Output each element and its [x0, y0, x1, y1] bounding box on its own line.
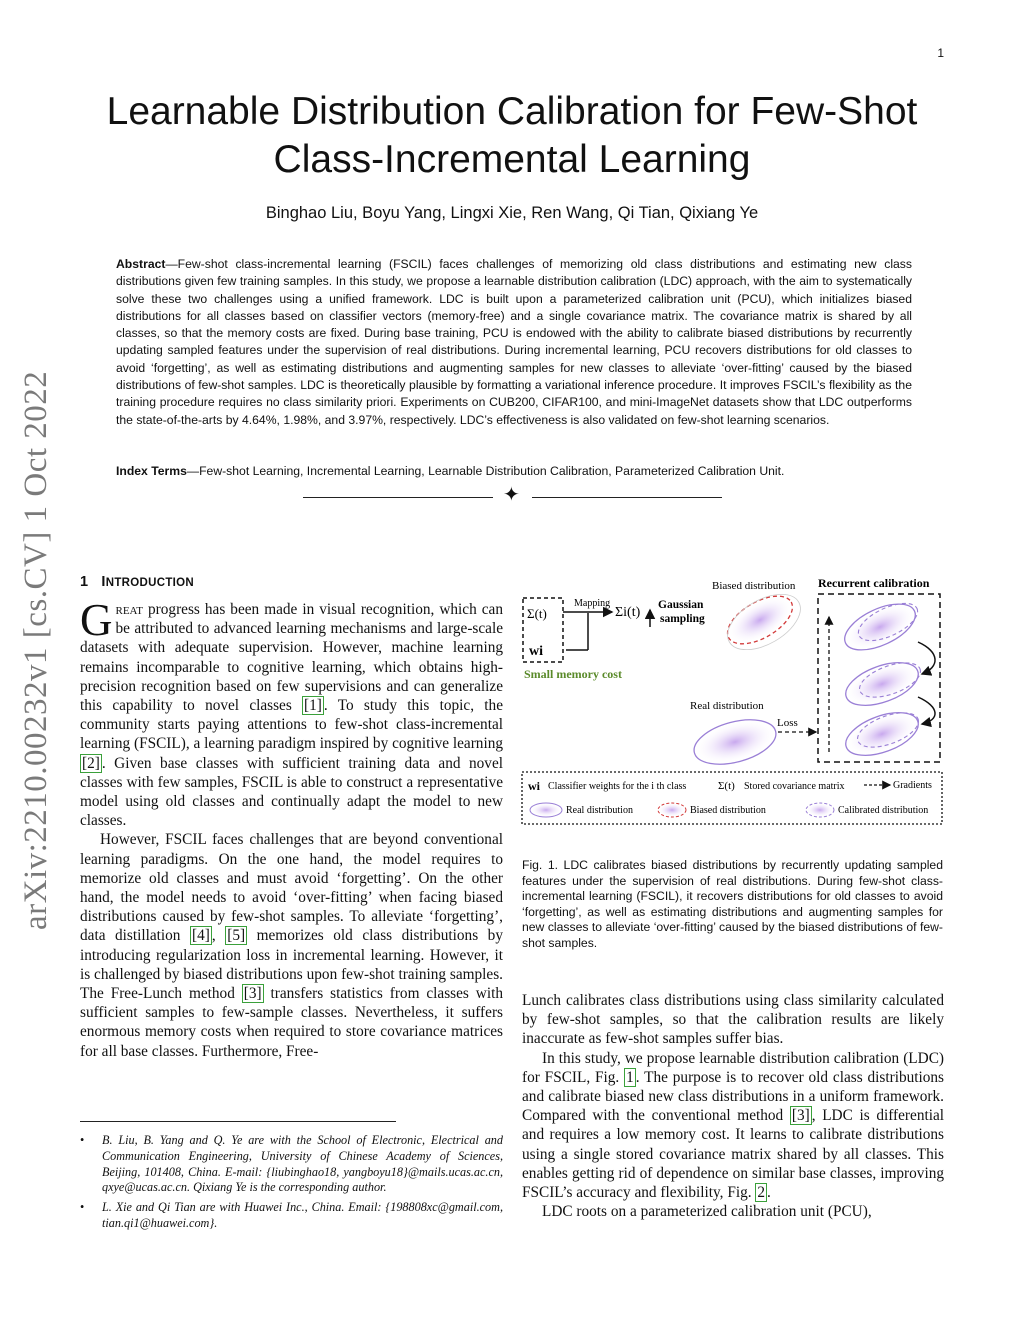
footnote — [80, 1200, 503, 1232]
text-run: . — [767, 1184, 771, 1202]
abstract-label: Abstract — [116, 257, 166, 271]
citation-link[interactable]: [3] — [791, 1107, 810, 1125]
legend-stored-cov-label: Stored covariance matrix — [744, 781, 845, 792]
w-i-symbol: wi — [529, 644, 543, 659]
index-terms-label: Index Terms — [116, 464, 187, 478]
section-heading — [80, 574, 503, 590]
figure-link[interactable]: 2 — [757, 1184, 766, 1202]
intro-paragraph-3: Lunch calibrates class distributions using class similarity calculated by few-shot samples, so that the calibration results are likely inaccurate as few-shot samples suffer bias. — [522, 992, 944, 1048]
separator-rule-right — [532, 497, 722, 498]
footnotes — [80, 1133, 503, 1236]
legend-gradients-label: Gradients — [893, 780, 932, 791]
author-list: Binghao Liu, Boyu Yang, Lingxi Xie, Ren Wang, Qi Tian, Qixiang Ye — [265, 204, 759, 222]
page-number: 1 — [937, 46, 944, 60]
text-run: transfers statistics from classes with sufficient samples to few-sample classes. Nevertheless, it suffers enormous memory costs when required to store covariance matrices for all base classes. Furthermore, Free- — [80, 985, 503, 1060]
intro-paragraph-4 — [522, 1049, 944, 1203]
citation-link[interactable]: [1] — [304, 697, 322, 715]
text-run: , — [211, 927, 226, 945]
separator-mark: ✦ — [503, 484, 520, 506]
biased-distribution-label: Biased distribution — [712, 580, 796, 592]
mapping-label: Mapping — [574, 598, 611, 609]
sigma-i-t-symbol: Σi(t) — [615, 605, 641, 620]
recurrent-calibration-label: Recurrent calibration — [818, 576, 930, 590]
gaussian-label: Gaussian — [658, 599, 704, 611]
figure-1-diagram — [520, 572, 944, 827]
text-run: , LDC is differential and requires a low memory cost. It learns to calibrate distributions using a single stored covariance matrix shared by all classes. This enables getting rid of dependence on similar base classes, improving FSCIL’s accuracy and flexibility, Fig. — [522, 1107, 945, 1202]
citation-link[interactable]: [5] — [227, 927, 246, 945]
calibrated-ellipse-2 — [840, 654, 924, 714]
citation-link[interactable]: [4] — [192, 927, 210, 945]
legend-real-swatch — [530, 803, 562, 817]
legend-real-label: Real distribution — [566, 805, 633, 816]
intro-paragraph-1 — [80, 595, 503, 830]
text-run: memorizes old class distributions by introducing regularization loss in incremental learning. However, it is challenged by biased distributions upon few-shot training samples. The Free-Lunch method — [80, 927, 503, 1003]
text-run: However, FSCIL faces challenges that are beyond conventional learning paradigms. On the one hand, the model requires to memorize old classes and must avoid ‘forgetting’. On the other hand, the model needs to avoid ‘over-fitting’ when facing biased distributions caused by few-shot samples. To alleviate ‘forgetting’, data distillation — [80, 831, 503, 945]
sampling-label: sampling — [660, 613, 705, 625]
small-memory-cost-label: Small memory cost — [524, 667, 622, 681]
calibrated-ellipse-3 — [840, 704, 924, 764]
arxiv-stamp: arXiv:2210.00232v1 [cs.CV] 1 Oct 2022 — [18, 370, 54, 930]
figure-caption: Fig. 1. LDC calibrates biased distributions by recurrently updating sampled features under the supervision of real distributions. During few-shot class-incremental learning (FSCIL), it recovers distributions for old classes to avoid ‘forgetting’, as well as estimating distributions and augmenting samples for new classes to alleviate ‘over-fitting’ caused by the biased distributions of few-shot samples. — [522, 858, 943, 950]
title-line-2: Class-Incremental Learning — [273, 138, 751, 181]
biased-distribution-ellipse — [720, 586, 800, 653]
intro-paragraph-2 — [80, 830, 503, 1060]
text-run: . The purpose is to recover old class distributions and calibrate biased new class distributions in a uniform framework. Compared with the conventional method — [522, 1068, 944, 1125]
legend-calibrated-label: Calibrated distribution — [838, 805, 929, 816]
loss-label: Loss — [777, 717, 798, 729]
real-distribution-label: Real distribution — [690, 700, 764, 712]
legend-biased-label: Biased distribution — [690, 805, 766, 816]
footnote-text: L. Xie and Qi Tian are with Huawei Inc., China. Email: {198808xc@gmail.com, tian.qi1@huawei.com}. — [102, 1200, 503, 1230]
footnote-rule — [80, 1121, 396, 1122]
right-column — [522, 991, 944, 1221]
left-column — [80, 574, 503, 1061]
legend-sigma-symbol: Σ(t) — [718, 780, 735, 792]
real-distribution-ellipse — [689, 712, 780, 772]
intro-paragraph-5: LDC roots on a parameterized calibration unit (PCU), — [542, 1203, 872, 1221]
citation-link[interactable]: [2] — [82, 754, 100, 772]
legend-w-symbol: wi — [528, 779, 540, 793]
section-title-rest: NTRODUCTION — [105, 577, 194, 589]
text-run: progress has been made in visual recognition, which can be attributed to advanced learning mechanisms and large-scale datasets with adequate supervision. However, machine learning remains incomparable to cognitive learning, which obtains high-precision recognition based on few supervisions and can generalize this capability to novel classes — [80, 601, 503, 715]
text-run: . Given base classes with sufficient training data and novel classes with few samples, FSCIL is able to construct a representative model using old classes and continually adapt the model to new classes. — [80, 754, 503, 830]
text-run: . To study this topic, the community starts paying attentions to few-shot class-incremental learning (FSCIL), a learning paradigm inspired by cognitive learning — [80, 697, 503, 753]
section-number: 1 — [80, 574, 89, 590]
index-terms-text: —Few-shot Learning, Incremental Learning, Learnable Distribution Calibration, Parameterized Calibration Unit. — [186, 464, 785, 478]
citation-link[interactable]: [3] — [243, 985, 262, 1003]
paper-title — [80, 88, 944, 184]
bullet-icon: • — [80, 1133, 85, 1147]
figure-link[interactable]: 1 — [626, 1068, 634, 1086]
bullet-icon: • — [80, 1200, 85, 1215]
sigma-t-symbol: Σ(t) — [527, 606, 547, 621]
legend-calibrated-swatch — [806, 803, 834, 817]
drop-cap: G — [80, 595, 113, 645]
index-terms — [116, 464, 912, 478]
abstract-text: —Few-shot class-incremental learning (FSCIL) faces challenges of memorizing old class distributions and estimating new class distributions given few training samples. In this study, we propose a learnable distribution calibration (LDC) approach, with the aim to systematically solve these two challenges using a unified framework. LDC is built upon a parameterized calibration unit (PCU), which initializes biased distributions for all classes based on classifier vectors (memory-free) and a single covariance matrix. The covariance matrix is shared by all classes, so that the memory costs are fixed. During base training, PCU is endowed with the ability to calibrate biased distributions by recurrently updating sampled features under the supervision of real distributions. During incremental learning, PCU recovers distributions for old classes to avoid ‘forgetting’, as well as estimating distributions and augmenting samples for new classes to alleviate ‘over-fitting’ caused by the biased distributions of few-shot samples. LDC is theoretically plausible by formatting a variational inference procedure. It improves FSCIL’s flexibility as the training procedure requires no class similarity priori. Experiments on CUB200, CIFAR100, and mini-ImageNet datasets show that LDC outperforms the state-of-the-arts by 4.64%, 1.98%, and 3.97%, respectively. LDC’s effectiveness is also validated on few-shot learning scenarios. — [116, 257, 912, 427]
title-line-1: Learnable Distribution Calibration for Few-Shot — [106, 90, 918, 133]
recurrent-arrow-2 — [918, 697, 935, 724]
text-run: In this study, we propose learnable distribution calibration (LDC) for FSCIL, Fig. — [522, 1049, 944, 1086]
legend-biased-swatch — [658, 803, 686, 817]
legend-classifier-label: Classifier weights for the i th class — [548, 781, 687, 792]
abstract — [116, 256, 912, 429]
footnote — [80, 1133, 503, 1196]
footnote-text: B. Liu, B. Yang and Q. Ye are with the School of Electronic, Electrical and Communication Engineering, University of Chinese Academy of Sciences, Beijing, 101408, China. E-mail: {liubinghao18, yangboyu18}@mails.ucas.ac.cn, qxye@ucas.ac.cn. Qixiang Ye is the corresponding author. — [102, 1133, 503, 1195]
separator-rule-left — [303, 497, 493, 498]
lead-word: reat — [115, 601, 143, 618]
section-title-initial: I — [101, 574, 106, 590]
